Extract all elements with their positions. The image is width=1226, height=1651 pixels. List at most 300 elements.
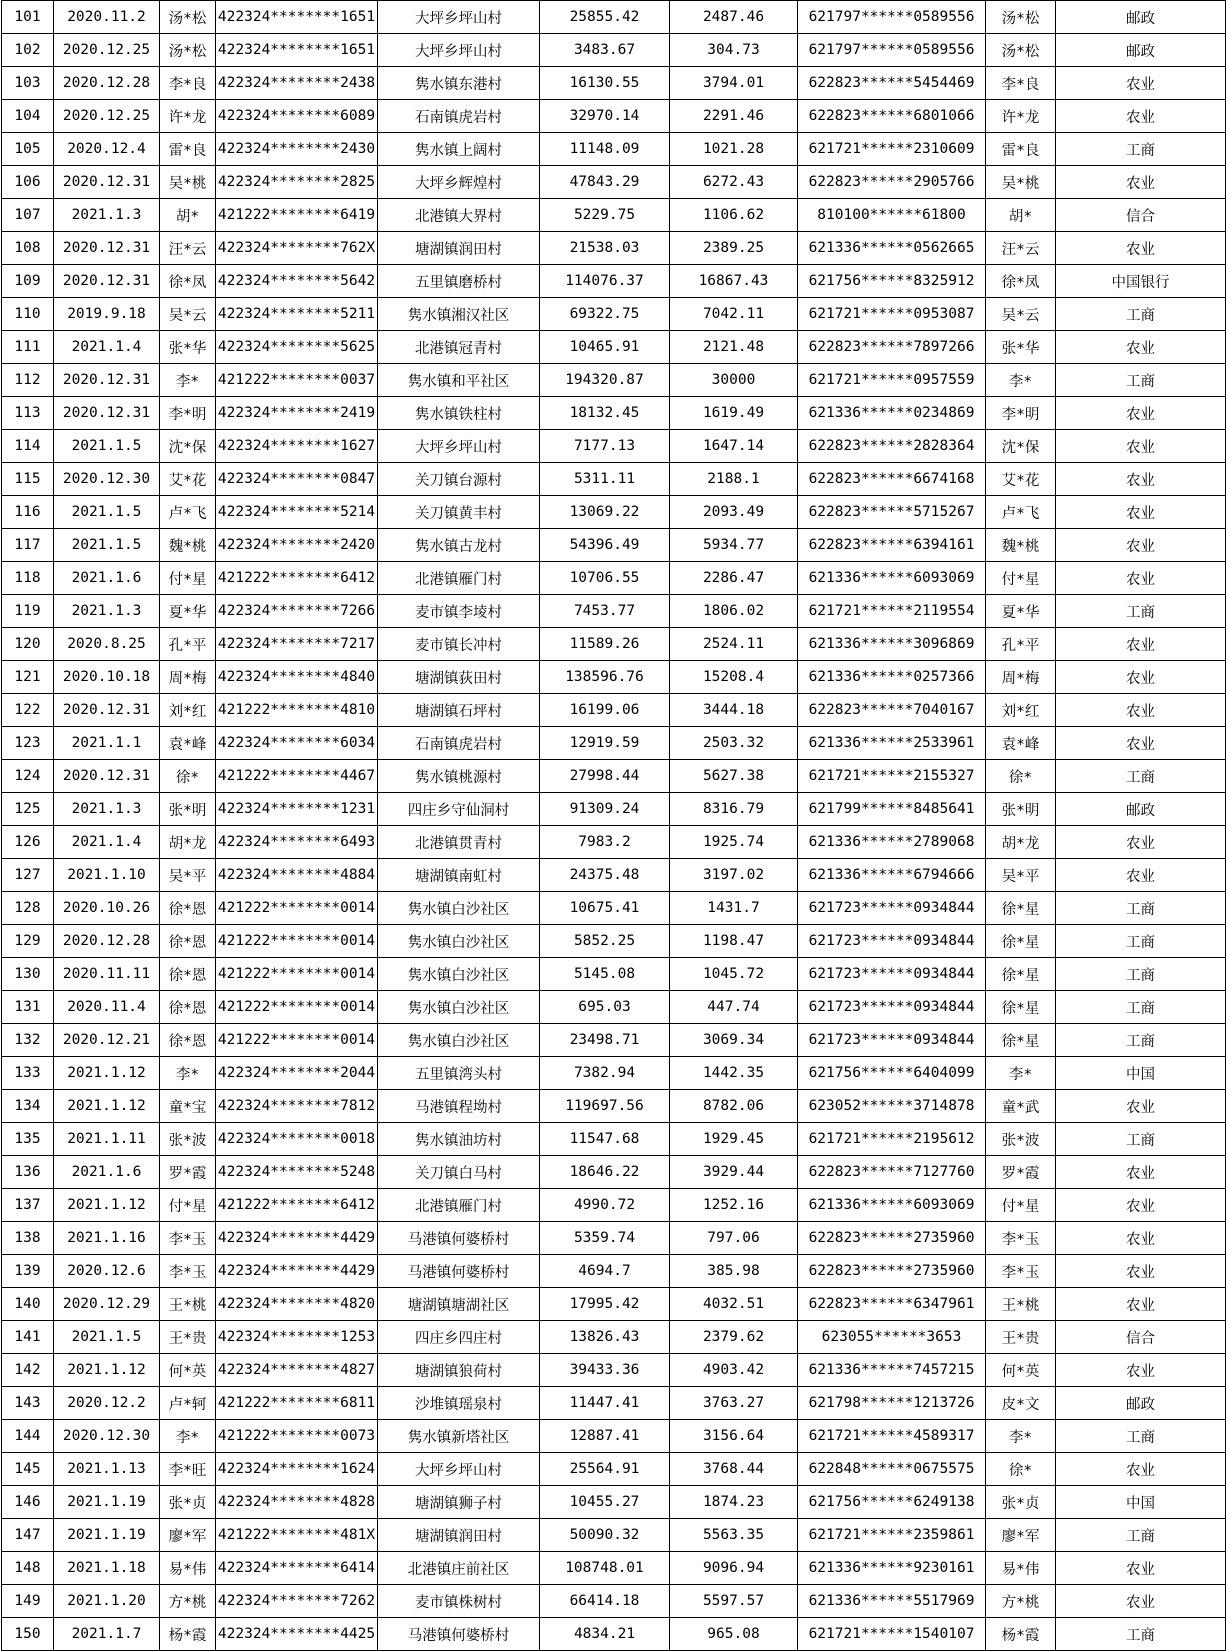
cell-address: 沙堆镇瑶泉村 bbox=[378, 1387, 540, 1420]
cell-name: 艾*花 bbox=[160, 463, 216, 496]
cell-subsidy: 1806.02 bbox=[670, 595, 798, 628]
cell-name: 袁*峰 bbox=[160, 727, 216, 760]
cell-row-number: 113 bbox=[2, 397, 54, 430]
cell-id-number: 421222********4467 bbox=[216, 760, 378, 793]
cell-id-number: 422324********0018 bbox=[216, 1123, 378, 1156]
cell-bank: 农业 bbox=[1056, 331, 1226, 364]
cell-id-number: 422324********2825 bbox=[216, 166, 378, 199]
cell-account-holder: 方*桃 bbox=[986, 1585, 1056, 1618]
cell-subsidy: 16867.43 bbox=[670, 265, 798, 298]
cell-row-number: 135 bbox=[2, 1123, 54, 1156]
cell-date: 2021.1.6 bbox=[54, 562, 160, 595]
table-row bbox=[2, 1354, 1226, 1387]
cell-amount: 12919.59 bbox=[540, 727, 670, 760]
cell-address: 塘湖镇塘湖社区 bbox=[378, 1288, 540, 1321]
cell-row-number: 128 bbox=[2, 892, 54, 925]
cell-address: 隽水镇白沙社区 bbox=[378, 958, 540, 991]
table-row bbox=[2, 826, 1226, 859]
cell-row-number: 110 bbox=[2, 298, 54, 331]
cell-id-number: 421222********6811 bbox=[216, 1387, 378, 1420]
cell-row-number: 144 bbox=[2, 1420, 54, 1453]
cell-address: 关刀镇黄丰村 bbox=[378, 496, 540, 529]
table-row bbox=[2, 1255, 1226, 1288]
cell-account-number: 622823******2905766 bbox=[798, 166, 986, 199]
cell-amount: 10706.55 bbox=[540, 562, 670, 595]
cell-subsidy: 385.98 bbox=[670, 1255, 798, 1288]
cell-subsidy: 3768.44 bbox=[670, 1453, 798, 1486]
table-row bbox=[2, 1486, 1226, 1519]
table-row bbox=[2, 727, 1226, 760]
cell-bank: 农业 bbox=[1056, 826, 1226, 859]
cell-date: 2021.1.4 bbox=[54, 826, 160, 859]
cell-amount: 5145.08 bbox=[540, 958, 670, 991]
cell-id-number: 422324********1651 bbox=[216, 1, 378, 34]
cell-id-number: 422324********6034 bbox=[216, 727, 378, 760]
cell-subsidy: 2389.25 bbox=[670, 232, 798, 265]
cell-id-number: 421222********6412 bbox=[216, 1189, 378, 1222]
cell-name: 李* bbox=[160, 1420, 216, 1453]
cell-address: 麦市镇长冲村 bbox=[378, 628, 540, 661]
cell-address: 马港镇何婆桥村 bbox=[378, 1255, 540, 1288]
table-row bbox=[2, 991, 1226, 1024]
cell-account-number: 621336******5517969 bbox=[798, 1585, 986, 1618]
table-row bbox=[2, 430, 1226, 463]
cell-name: 胡*龙 bbox=[160, 826, 216, 859]
cell-amount: 11589.26 bbox=[540, 628, 670, 661]
cell-address: 大坪乡坪山村 bbox=[378, 34, 540, 67]
table-row bbox=[2, 265, 1226, 298]
cell-bank: 工商 bbox=[1056, 133, 1226, 166]
cell-address: 隽水镇湘汉社区 bbox=[378, 298, 540, 331]
cell-date: 2021.1.5 bbox=[54, 496, 160, 529]
cell-id-number: 422324********1651 bbox=[216, 34, 378, 67]
cell-date: 2021.1.1 bbox=[54, 727, 160, 760]
table-row bbox=[2, 1189, 1226, 1222]
cell-date: 2021.1.19 bbox=[54, 1519, 160, 1552]
table-row bbox=[2, 1585, 1226, 1618]
cell-bank: 农业 bbox=[1056, 1255, 1226, 1288]
cell-subsidy: 5597.57 bbox=[670, 1585, 798, 1618]
cell-row-number: 130 bbox=[2, 958, 54, 991]
cell-account-number: 621336******7457215 bbox=[798, 1354, 986, 1387]
cell-account-number: 621336******6093069 bbox=[798, 1189, 986, 1222]
cell-address: 麦市镇李堎村 bbox=[378, 595, 540, 628]
cell-name: 徐* bbox=[160, 760, 216, 793]
table-row bbox=[2, 1156, 1226, 1189]
cell-amount: 16130.55 bbox=[540, 67, 670, 100]
cell-address: 北港镇雁门村 bbox=[378, 562, 540, 595]
cell-address: 大坪乡坪山村 bbox=[378, 430, 540, 463]
cell-account-holder: 付*星 bbox=[986, 1189, 1056, 1222]
cell-subsidy: 5627.38 bbox=[670, 760, 798, 793]
cell-amount: 119697.56 bbox=[540, 1090, 670, 1123]
cell-subsidy: 2093.49 bbox=[670, 496, 798, 529]
cell-bank: 农业 bbox=[1056, 463, 1226, 496]
cell-amount: 11447.41 bbox=[540, 1387, 670, 1420]
cell-subsidy: 1647.14 bbox=[670, 430, 798, 463]
cell-amount: 39433.36 bbox=[540, 1354, 670, 1387]
cell-account-holder: 李*明 bbox=[986, 397, 1056, 430]
cell-subsidy: 1252.16 bbox=[670, 1189, 798, 1222]
cell-name: 刘*红 bbox=[160, 694, 216, 727]
cell-name: 沈*保 bbox=[160, 430, 216, 463]
cell-row-number: 104 bbox=[2, 100, 54, 133]
cell-date: 2021.1.11 bbox=[54, 1123, 160, 1156]
cell-bank: 农业 bbox=[1056, 1354, 1226, 1387]
table-row bbox=[2, 331, 1226, 364]
cell-address: 隽水镇和平社区 bbox=[378, 364, 540, 397]
cell-id-number: 422324********2419 bbox=[216, 397, 378, 430]
cell-date: 2020.12.6 bbox=[54, 1255, 160, 1288]
cell-account-holder: 廖*军 bbox=[986, 1519, 1056, 1552]
cell-row-number: 148 bbox=[2, 1552, 54, 1585]
cell-row-number: 136 bbox=[2, 1156, 54, 1189]
cell-id-number: 422324********5214 bbox=[216, 496, 378, 529]
table-row bbox=[2, 859, 1226, 892]
cell-row-number: 139 bbox=[2, 1255, 54, 1288]
cell-subsidy: 1442.35 bbox=[670, 1057, 798, 1090]
cell-amount: 25855.42 bbox=[540, 1, 670, 34]
cell-account-holder: 李* bbox=[986, 364, 1056, 397]
cell-name: 李*玉 bbox=[160, 1255, 216, 1288]
cell-row-number: 121 bbox=[2, 661, 54, 694]
cell-bank: 工商 bbox=[1056, 595, 1226, 628]
cell-account-number: 621721******2359861 bbox=[798, 1519, 986, 1552]
cell-name: 李* bbox=[160, 364, 216, 397]
table-row bbox=[2, 67, 1226, 100]
cell-bank: 农业 bbox=[1056, 430, 1226, 463]
cell-account-holder: 何*英 bbox=[986, 1354, 1056, 1387]
table-row bbox=[2, 1024, 1226, 1057]
cell-name: 付*星 bbox=[160, 1189, 216, 1222]
cell-name: 胡* bbox=[160, 199, 216, 232]
cell-amount: 17995.42 bbox=[540, 1288, 670, 1321]
cell-bank: 信合 bbox=[1056, 199, 1226, 232]
table-row bbox=[2, 364, 1226, 397]
table-row bbox=[2, 1321, 1226, 1354]
cell-account-holder: 李*玉 bbox=[986, 1222, 1056, 1255]
cell-bank: 邮政 bbox=[1056, 793, 1226, 826]
cell-subsidy: 3794.01 bbox=[670, 67, 798, 100]
cell-subsidy: 1021.28 bbox=[670, 133, 798, 166]
cell-row-number: 124 bbox=[2, 760, 54, 793]
cell-account-holder: 艾*花 bbox=[986, 463, 1056, 496]
cell-account-number: 623055******3653 bbox=[798, 1321, 986, 1354]
cell-date: 2021.1.7 bbox=[54, 1618, 160, 1651]
cell-amount: 18132.45 bbox=[540, 397, 670, 430]
cell-name: 徐*恩 bbox=[160, 1024, 216, 1057]
cell-account-holder: 袁*峰 bbox=[986, 727, 1056, 760]
cell-account-number: 621336******3096869 bbox=[798, 628, 986, 661]
cell-date: 2020.12.31 bbox=[54, 694, 160, 727]
cell-subsidy: 1198.47 bbox=[670, 925, 798, 958]
table-row bbox=[2, 166, 1226, 199]
cell-date: 2020.11.4 bbox=[54, 991, 160, 1024]
cell-row-number: 127 bbox=[2, 859, 54, 892]
cell-date: 2020.12.25 bbox=[54, 34, 160, 67]
cell-bank: 工商 bbox=[1056, 298, 1226, 331]
cell-row-number: 147 bbox=[2, 1519, 54, 1552]
cell-account-holder: 徐*星 bbox=[986, 1024, 1056, 1057]
cell-subsidy: 8316.79 bbox=[670, 793, 798, 826]
cell-row-number: 111 bbox=[2, 331, 54, 364]
cell-id-number: 422324********2438 bbox=[216, 67, 378, 100]
cell-bank: 农业 bbox=[1056, 1090, 1226, 1123]
cell-id-number: 422324********6089 bbox=[216, 100, 378, 133]
cell-row-number: 141 bbox=[2, 1321, 54, 1354]
cell-account-holder: 王*桃 bbox=[986, 1288, 1056, 1321]
cell-account-holder: 汤*松 bbox=[986, 34, 1056, 67]
cell-subsidy: 797.06 bbox=[670, 1222, 798, 1255]
cell-row-number: 142 bbox=[2, 1354, 54, 1387]
cell-subsidy: 3156.64 bbox=[670, 1420, 798, 1453]
cell-id-number: 422324********5625 bbox=[216, 331, 378, 364]
cell-date: 2020.12.29 bbox=[54, 1288, 160, 1321]
cell-name: 易*伟 bbox=[160, 1552, 216, 1585]
cell-id-number: 422324********2430 bbox=[216, 133, 378, 166]
cell-id-number: 422324********6414 bbox=[216, 1552, 378, 1585]
cell-amount: 5229.75 bbox=[540, 199, 670, 232]
cell-bank: 工商 bbox=[1056, 1420, 1226, 1453]
cell-amount: 50090.32 bbox=[540, 1519, 670, 1552]
cell-id-number: 422324********1627 bbox=[216, 430, 378, 463]
cell-account-number: 622823******7040167 bbox=[798, 694, 986, 727]
cell-row-number: 115 bbox=[2, 463, 54, 496]
cell-date: 2020.12.25 bbox=[54, 100, 160, 133]
cell-address: 隽水镇油坊村 bbox=[378, 1123, 540, 1156]
cell-bank: 工商 bbox=[1056, 925, 1226, 958]
cell-date: 2021.1.5 bbox=[54, 529, 160, 562]
table-row bbox=[2, 34, 1226, 67]
cell-name: 卢*轲 bbox=[160, 1387, 216, 1420]
cell-account-number: 621721******0957559 bbox=[798, 364, 986, 397]
cell-amount: 108748.01 bbox=[540, 1552, 670, 1585]
cell-account-holder: 李*玉 bbox=[986, 1255, 1056, 1288]
cell-amount: 194320.87 bbox=[540, 364, 670, 397]
cell-subsidy: 2188.1 bbox=[670, 463, 798, 496]
cell-row-number: 102 bbox=[2, 34, 54, 67]
cell-id-number: 421222********6412 bbox=[216, 562, 378, 595]
cell-address: 北港镇贯青村 bbox=[378, 826, 540, 859]
cell-row-number: 149 bbox=[2, 1585, 54, 1618]
cell-address: 五里镇磨桥村 bbox=[378, 265, 540, 298]
cell-bank: 工商 bbox=[1056, 1024, 1226, 1057]
cell-name: 张*波 bbox=[160, 1123, 216, 1156]
cell-date: 2020.11.2 bbox=[54, 1, 160, 34]
cell-amount: 11547.68 bbox=[540, 1123, 670, 1156]
cell-id-number: 422324********7812 bbox=[216, 1090, 378, 1123]
cell-address: 隽水镇新塔社区 bbox=[378, 1420, 540, 1453]
cell-address: 关刀镇台源村 bbox=[378, 463, 540, 496]
cell-account-number: 622823******6394161 bbox=[798, 529, 986, 562]
cell-bank: 农业 bbox=[1056, 496, 1226, 529]
cell-account-holder: 胡* bbox=[986, 199, 1056, 232]
cell-name: 付*星 bbox=[160, 562, 216, 595]
table-row bbox=[2, 1519, 1226, 1552]
cell-row-number: 106 bbox=[2, 166, 54, 199]
cell-account-holder: 吴*平 bbox=[986, 859, 1056, 892]
cell-name: 王*桃 bbox=[160, 1288, 216, 1321]
cell-subsidy: 1106.62 bbox=[670, 199, 798, 232]
cell-row-number: 123 bbox=[2, 727, 54, 760]
cell-name: 汪*云 bbox=[160, 232, 216, 265]
cell-row-number: 126 bbox=[2, 826, 54, 859]
cell-name: 卢*飞 bbox=[160, 496, 216, 529]
cell-date: 2020.10.26 bbox=[54, 892, 160, 925]
cell-bank: 农业 bbox=[1056, 166, 1226, 199]
cell-account-holder: 孔*平 bbox=[986, 628, 1056, 661]
cell-row-number: 120 bbox=[2, 628, 54, 661]
cell-amount: 3483.67 bbox=[540, 34, 670, 67]
cell-date: 2020.12.28 bbox=[54, 925, 160, 958]
cell-account-number: 621723******0934844 bbox=[798, 892, 986, 925]
cell-name: 廖*军 bbox=[160, 1519, 216, 1552]
cell-amount: 7177.13 bbox=[540, 430, 670, 463]
cell-bank: 农业 bbox=[1056, 1453, 1226, 1486]
cell-address: 塘湖镇狼荷村 bbox=[378, 1354, 540, 1387]
cell-account-number: 621336******2533961 bbox=[798, 727, 986, 760]
cell-account-number: 621723******0934844 bbox=[798, 1024, 986, 1057]
cell-row-number: 125 bbox=[2, 793, 54, 826]
cell-id-number: 421222********0014 bbox=[216, 958, 378, 991]
cell-bank: 中国 bbox=[1056, 1057, 1226, 1090]
cell-row-number: 132 bbox=[2, 1024, 54, 1057]
cell-date: 2021.1.4 bbox=[54, 331, 160, 364]
cell-row-number: 145 bbox=[2, 1453, 54, 1486]
cell-bank: 工商 bbox=[1056, 991, 1226, 1024]
table-row bbox=[2, 298, 1226, 331]
cell-address: 隽水镇铁柱村 bbox=[378, 397, 540, 430]
cell-amount: 91309.24 bbox=[540, 793, 670, 826]
table-row bbox=[2, 397, 1226, 430]
cell-id-number: 421222********0014 bbox=[216, 925, 378, 958]
cell-id-number: 422324********4827 bbox=[216, 1354, 378, 1387]
cell-account-number: 621721******4589317 bbox=[798, 1420, 986, 1453]
cell-account-number: 621336******2789068 bbox=[798, 826, 986, 859]
table-row bbox=[2, 562, 1226, 595]
cell-address: 塘湖镇石坪村 bbox=[378, 694, 540, 727]
table-row bbox=[2, 595, 1226, 628]
cell-date: 2021.1.12 bbox=[54, 1354, 160, 1387]
cell-amount: 7983.2 bbox=[540, 826, 670, 859]
cell-address: 北港镇大界村 bbox=[378, 199, 540, 232]
cell-address: 五里镇湾头村 bbox=[378, 1057, 540, 1090]
cell-id-number: 422324********2044 bbox=[216, 1057, 378, 1090]
cell-account-holder: 吴*云 bbox=[986, 298, 1056, 331]
cell-subsidy: 1431.7 bbox=[670, 892, 798, 925]
cell-id-number: 422324********1253 bbox=[216, 1321, 378, 1354]
cell-bank: 工商 bbox=[1056, 958, 1226, 991]
cell-account-number: 622823******7897266 bbox=[798, 331, 986, 364]
cell-subsidy: 1045.72 bbox=[670, 958, 798, 991]
table-row bbox=[2, 661, 1226, 694]
cell-account-holder: 魏*桃 bbox=[986, 529, 1056, 562]
cell-account-number: 622823******2735960 bbox=[798, 1255, 986, 1288]
cell-address: 隽水镇白沙社区 bbox=[378, 1024, 540, 1057]
cell-address: 隽水镇白沙社区 bbox=[378, 991, 540, 1024]
cell-id-number: 422324********4429 bbox=[216, 1222, 378, 1255]
cell-date: 2021.1.5 bbox=[54, 1321, 160, 1354]
cell-name: 徐*凤 bbox=[160, 265, 216, 298]
cell-bank: 邮政 bbox=[1056, 34, 1226, 67]
cell-bank: 农业 bbox=[1056, 1222, 1226, 1255]
cell-amount: 69322.75 bbox=[540, 298, 670, 331]
cell-amount: 18646.22 bbox=[540, 1156, 670, 1189]
cell-bank: 中国 bbox=[1056, 1486, 1226, 1519]
cell-address: 马港镇何婆桥村 bbox=[378, 1618, 540, 1651]
cell-row-number: 114 bbox=[2, 430, 54, 463]
cell-id-number: 422324********5642 bbox=[216, 265, 378, 298]
cell-account-holder: 徐*凤 bbox=[986, 265, 1056, 298]
cell-date: 2020.12.30 bbox=[54, 1420, 160, 1453]
cell-address: 关刀镇白马村 bbox=[378, 1156, 540, 1189]
cell-date: 2021.1.12 bbox=[54, 1057, 160, 1090]
cell-bank: 信合 bbox=[1056, 1321, 1226, 1354]
cell-account-number: 622823******6801066 bbox=[798, 100, 986, 133]
cell-row-number: 143 bbox=[2, 1387, 54, 1420]
cell-row-number: 101 bbox=[2, 1, 54, 34]
cell-account-holder: 徐*星 bbox=[986, 991, 1056, 1024]
cell-name: 徐*恩 bbox=[160, 991, 216, 1024]
cell-name: 周*梅 bbox=[160, 661, 216, 694]
cell-address: 石南镇虎岩村 bbox=[378, 100, 540, 133]
cell-date: 2020.10.18 bbox=[54, 661, 160, 694]
cell-bank: 农业 bbox=[1056, 694, 1226, 727]
cell-id-number: 421222********0037 bbox=[216, 364, 378, 397]
cell-amount: 10675.41 bbox=[540, 892, 670, 925]
cell-id-number: 422324********0847 bbox=[216, 463, 378, 496]
table-row bbox=[2, 1420, 1226, 1453]
cell-subsidy: 2121.48 bbox=[670, 331, 798, 364]
cell-subsidy: 1874.23 bbox=[670, 1486, 798, 1519]
cell-date: 2020.12.28 bbox=[54, 67, 160, 100]
cell-account-number: 621721******2119554 bbox=[798, 595, 986, 628]
cell-name: 李*旺 bbox=[160, 1453, 216, 1486]
cell-account-holder: 童*武 bbox=[986, 1090, 1056, 1123]
cell-account-holder: 沈*保 bbox=[986, 430, 1056, 463]
cell-id-number: 422324********4828 bbox=[216, 1486, 378, 1519]
table-row bbox=[2, 1057, 1226, 1090]
cell-address: 隽水镇白沙社区 bbox=[378, 925, 540, 958]
cell-subsidy: 304.73 bbox=[670, 34, 798, 67]
table-row bbox=[2, 628, 1226, 661]
cell-name: 张*贞 bbox=[160, 1486, 216, 1519]
table-row bbox=[2, 958, 1226, 991]
cell-bank: 农业 bbox=[1056, 100, 1226, 133]
cell-bank: 农业 bbox=[1056, 859, 1226, 892]
cell-name: 吴*平 bbox=[160, 859, 216, 892]
cell-subsidy: 7042.11 bbox=[670, 298, 798, 331]
cell-row-number: 129 bbox=[2, 925, 54, 958]
cell-date: 2021.1.12 bbox=[54, 1090, 160, 1123]
cell-bank: 农业 bbox=[1056, 661, 1226, 694]
cell-subsidy: 1929.45 bbox=[670, 1123, 798, 1156]
cell-account-holder: 徐* bbox=[986, 1453, 1056, 1486]
table-row bbox=[2, 1288, 1226, 1321]
cell-amount: 12887.41 bbox=[540, 1420, 670, 1453]
cell-account-holder: 吴*桃 bbox=[986, 166, 1056, 199]
cell-id-number: 422324********5248 bbox=[216, 1156, 378, 1189]
cell-subsidy: 5934.77 bbox=[670, 529, 798, 562]
cell-bank: 农业 bbox=[1056, 529, 1226, 562]
cell-bank: 工商 bbox=[1056, 760, 1226, 793]
cell-bank: 工商 bbox=[1056, 1123, 1226, 1156]
cell-date: 2021.1.18 bbox=[54, 1552, 160, 1585]
cell-account-number: 621336******0257366 bbox=[798, 661, 986, 694]
cell-date: 2020.12.31 bbox=[54, 397, 160, 430]
cell-account-holder: 许*龙 bbox=[986, 100, 1056, 133]
cell-name: 罗*霞 bbox=[160, 1156, 216, 1189]
